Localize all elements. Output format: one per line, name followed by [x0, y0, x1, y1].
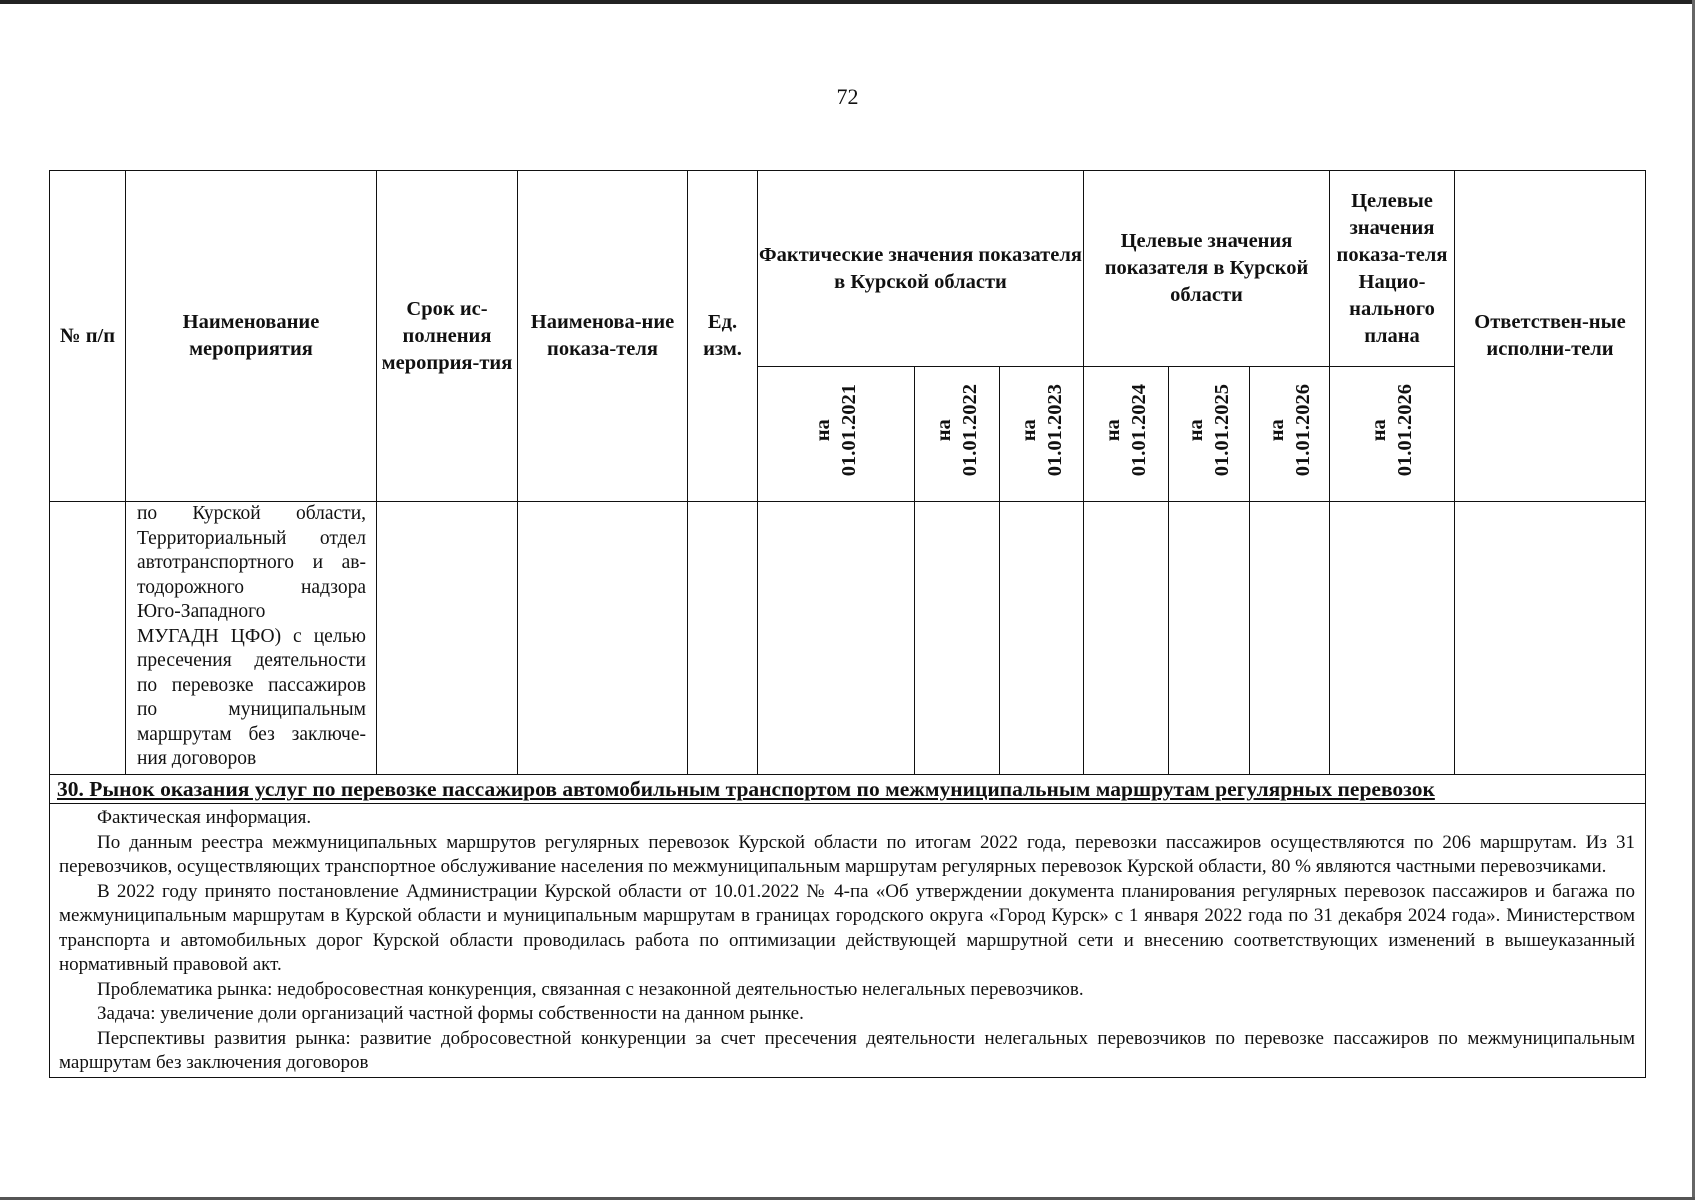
date-value: 01.01.2024 [1128, 383, 1150, 477]
event-line: по перевозке пассажиров [137, 674, 366, 696]
cell-value-2022 [915, 502, 1000, 775]
event-line: МУГАДН ЦФО) с целью [137, 625, 366, 647]
event-line: ния договоров [137, 748, 257, 769]
cell-value-2021 [758, 502, 915, 775]
measures-table [49, 170, 1646, 1078]
header-date-2023 [1000, 367, 1084, 502]
header-date-2024 [1084, 367, 1169, 502]
info-paragraph-heading: Фактическая информация. [97, 807, 312, 828]
cell-indicator [518, 502, 688, 775]
event-line: Юго-Западного [137, 601, 266, 622]
header-event-name: Наименование мероприятия [126, 171, 377, 502]
cell-unit [688, 502, 758, 775]
cell-value-2024 [1084, 502, 1169, 775]
event-line: по муниципальным [137, 699, 366, 720]
date-prefix: на [1265, 418, 1288, 442]
scan-edge-top [0, 0, 1695, 4]
section-row [50, 775, 1646, 804]
header-unit: Ед. изм. [688, 171, 758, 502]
date-prefix: на [933, 418, 955, 442]
date-value: 01.01.2021 [838, 383, 860, 477]
date-value: 01.01.2022 [959, 383, 981, 477]
event-line: Территориальный отдел [137, 527, 366, 549]
date-prefix: на [1102, 418, 1124, 442]
info-cell [50, 804, 1646, 1078]
header-date-2022 [915, 367, 1000, 502]
cell-deadline [377, 502, 518, 775]
header-date-national-2026 [1330, 367, 1455, 502]
info-paragraph: Задача: увеличение доли организаций частной формы собственности на данном рынке. [97, 1003, 804, 1024]
date-value: 01.01.2026 [1291, 383, 1314, 477]
cell-num [50, 502, 126, 775]
date-prefix: на [812, 418, 834, 442]
header-date-2021 [758, 367, 915, 502]
section-title: 30. Рынок оказания услуг по перевозке пассажиров автомобильным транспортом по межмуниципальным маршрутам регулярных перевозок [50, 775, 1646, 804]
info-paragraph: Проблематика рынка: недобросовестная конкуренция, связанная с незаконной деятельностью нелегальных перевозчиков. [97, 978, 1084, 1000]
date-prefix: на [1368, 418, 1390, 442]
date-prefix: на [1017, 418, 1040, 442]
event-line: автотранспортного и ав- [137, 552, 366, 573]
header-num: № п/п [50, 171, 126, 502]
info-paragraph: По данным реестра межмуниципальных маршрутов регулярных перевозок Курской области по итогам 2022 года, перевозки пассажиров осуществляются по 206 маршрутам. Из 31 перевозчиков, осуществляющих транспортное обслуживание населения по межмуниципальным маршрутам регулярных перевозок Курской области, 80 % являются частными перевозчиками. [59, 831, 1635, 877]
date-prefix: на [1185, 418, 1207, 442]
date-value: 01.01.2026 [1394, 383, 1416, 477]
header-responsible: Ответствен-ные исполни-тели [1455, 171, 1646, 502]
event-line: маршрутам без заключе- [137, 723, 366, 745]
header-target-values: Целевые значения показателя в Курской области [1084, 171, 1330, 367]
cell-event-name [126, 502, 377, 775]
date-value: 01.01.2025 [1211, 383, 1233, 477]
header-actual-values: Фактические значения показателя в Курской области [758, 171, 1084, 367]
header-date-2025 [1169, 367, 1250, 502]
date-value: 01.01.2023 [1043, 383, 1066, 477]
cell-responsible [1455, 502, 1646, 775]
header-national-target: Целевые значения показа-теля Нацио-нального плана [1330, 171, 1455, 367]
info-row [50, 804, 1646, 1078]
page-number: 72 [836, 84, 859, 109]
event-line: пресечения деятельности [137, 650, 366, 671]
table-row [50, 502, 1646, 775]
cell-value-national-2026 [1330, 502, 1455, 775]
header-deadline: Срок ис-полнения мероприя-тия [377, 171, 518, 502]
header-date-2026 [1250, 367, 1330, 502]
event-line: тодорожного надзора [137, 576, 366, 598]
info-paragraph: В 2022 году принято постановление Администрации Курской области от 10.01.2022 № 4-па «Об утверждении документа планирования регулярных перевозок пассажиров и багажа по межмуниципальным маршрутам в Курской области и муниципальным маршрутам в границах городского округа «Город Курск» с 1 января 2022 года по 31 декабря 2024 года». Министерством транспорта и автомобильных дорог Курской области проводилась работа по оптимизации действующей маршрутной сети и внесению соответствующих изменений в вышеуказанный нормативный правовой акт. [59, 880, 1635, 975]
header-indicator: Наименова-ние показа-теля [518, 171, 688, 502]
event-line: по Курской области, [137, 503, 366, 524]
cell-value-2023 [1000, 502, 1084, 775]
cell-value-2026 [1250, 502, 1330, 775]
info-paragraph: Перспективы развития рынка: развитие добросовестной конкуренции за счет пресечения деятельности нелегальных перевозчиков по перевозке пассажиров по межмуниципальным маршрутам без заключения договоров [59, 1027, 1635, 1073]
cell-value-2025 [1169, 502, 1250, 775]
